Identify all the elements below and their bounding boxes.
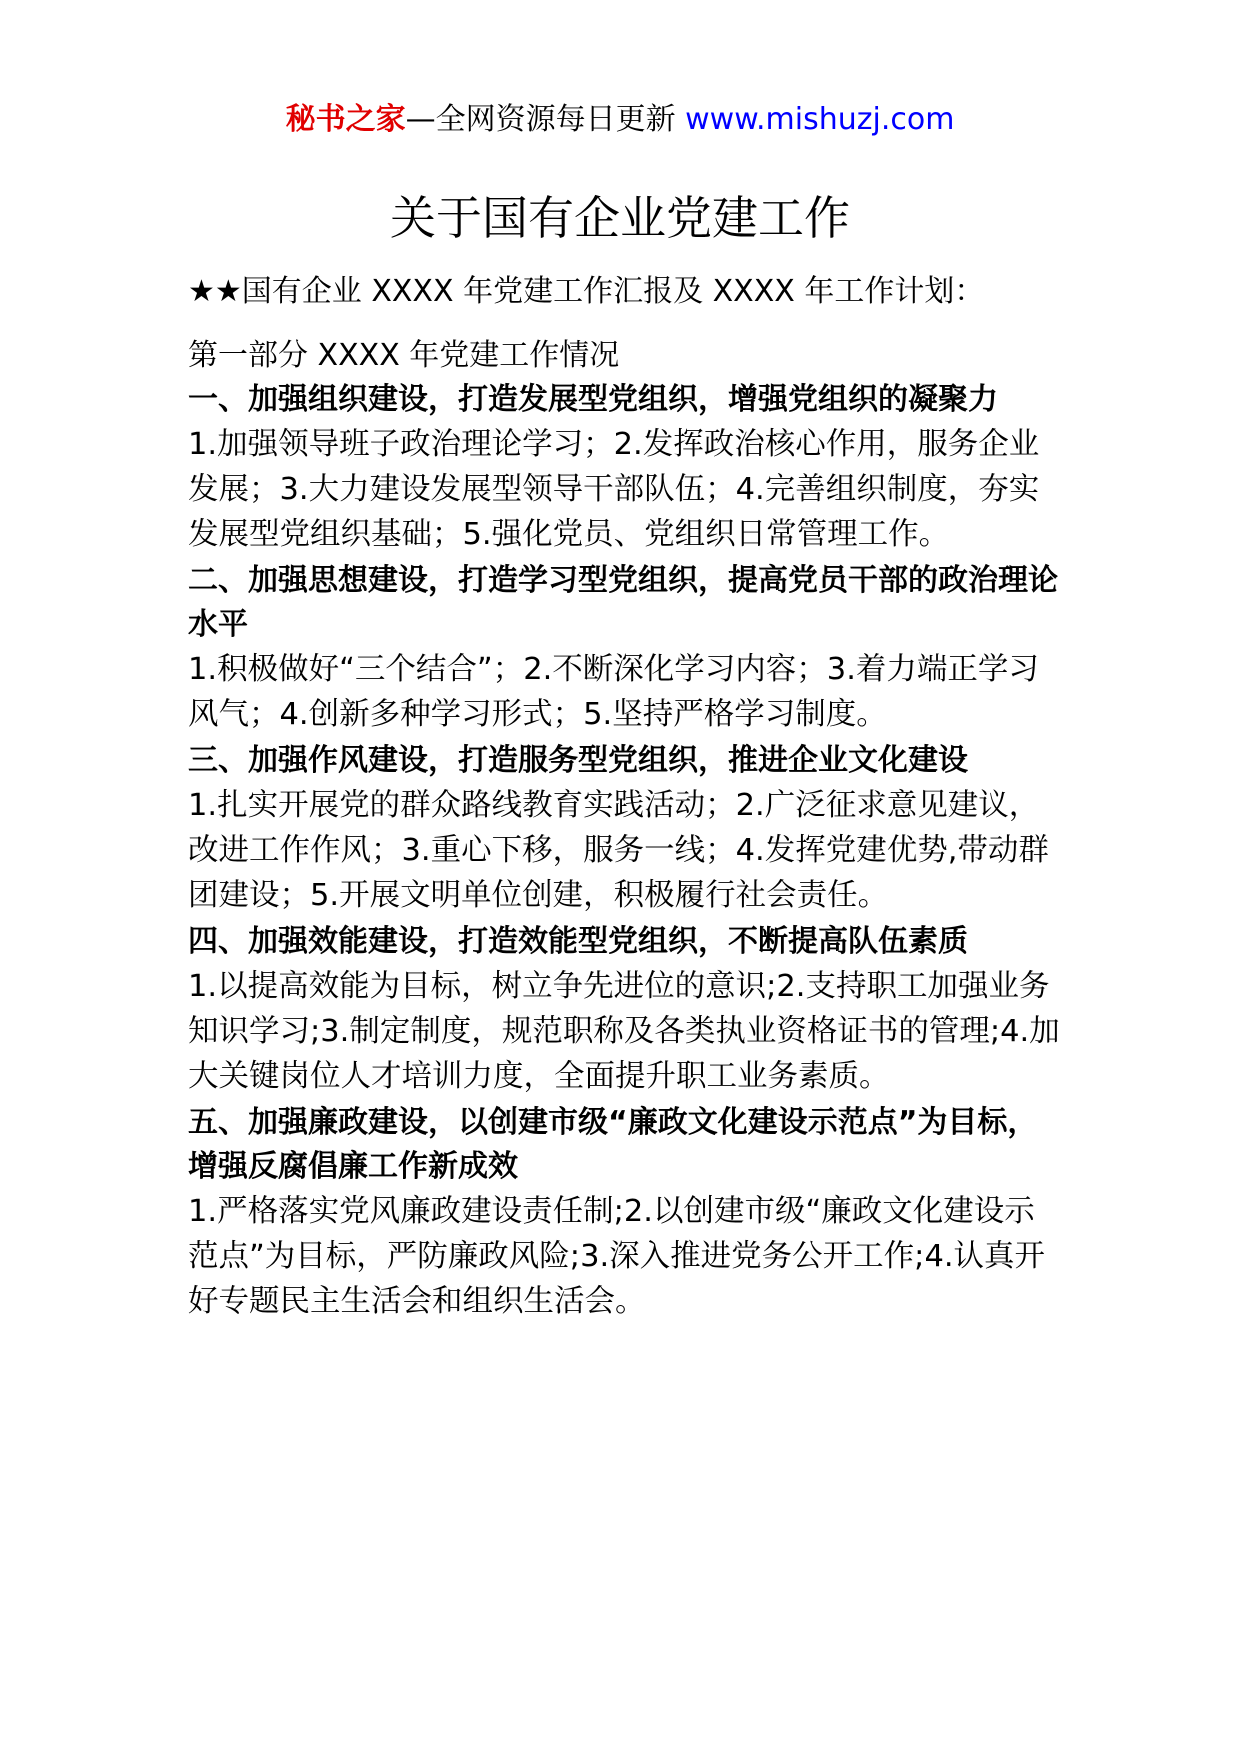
section-body: 1.扎实开展党的群众路线教育实践活动；2.广泛征求意见建议，改进工作作风；3.重心下移，服务一线；4.发挥党建优势,带动群团建设；5.开展文明单位创建，积极履行社会责任。 bbox=[188, 788, 1049, 913]
section-heading: 三、加强作风建设，打造服务型党组织，推进企业文化建设 bbox=[188, 743, 968, 778]
section-2 bbox=[188, 559, 1060, 737]
part-heading: 第一部分 XXXX 年党建工作情况 bbox=[188, 338, 620, 373]
section-body: 1.积极做好“三个结合”；2.不断深化学习内容；3.着力端正学习风气；4.创新多种学习形式；5.坚持严格学习制度。 bbox=[188, 652, 1039, 732]
header-tagline: —全网资源每日更新 bbox=[405, 102, 676, 137]
document-title: 关于国有企业党建工作 bbox=[390, 191, 850, 245]
section-heading: 一、加强组织建设，打造发展型党组织，增强党组织的凝聚力 bbox=[188, 382, 998, 417]
section-heading: 五、加强廉政建设，以创建市级“廉政文化建设示范点”为目标，增强反腐倡廉工作新成效 bbox=[188, 1105, 1038, 1184]
section-1 bbox=[188, 378, 1060, 557]
section-4 bbox=[188, 920, 1060, 1099]
section-body: 1.以提高效能为目标，树立争先进位的意识;2.支持职工加强业务知识学习;3.制定制度，规范职称及各类执业资格证书的管理;4.加大关键岗位人才培训力度，全面提升职工业务素质。 bbox=[188, 969, 1060, 1094]
section-5 bbox=[188, 1101, 1060, 1324]
brand-name: 秘书之家 bbox=[285, 102, 406, 137]
section-body: 1.加强领导班子政治理论学习；2.发挥政治核心作用，服务企业发展；3.大力建设发展型领导干部队伍；4.完善组织制度，夯实发展型党组织基础；5.强化党员、党组织日常管理工作。 bbox=[188, 427, 1040, 552]
site-url-link[interactable]: www.mishuzj.com bbox=[685, 102, 955, 137]
site-header bbox=[0, 100, 1240, 140]
section-body: 1.严格落实党风廉政建设责任制;2.以创建市级“廉政文化建设示范点”为目标，严防廉政风险;3.深入推进党务公开工作;4.认真开好专题民主生活会和组织生活会。 bbox=[188, 1194, 1046, 1319]
document-body bbox=[188, 270, 1060, 1326]
section-heading: 二、加强思想建设，打造学习型党组织，提高党员干部的政治理论水平 bbox=[188, 563, 1058, 642]
section-heading: 四、加强效能建设，打造效能型党组织，不断提高队伍素质 bbox=[188, 924, 968, 959]
intro-line: ★★国有企业 XXXX 年党建工作汇报及 XXXX 年工作计划： bbox=[188, 274, 985, 309]
section-3 bbox=[188, 739, 1060, 918]
